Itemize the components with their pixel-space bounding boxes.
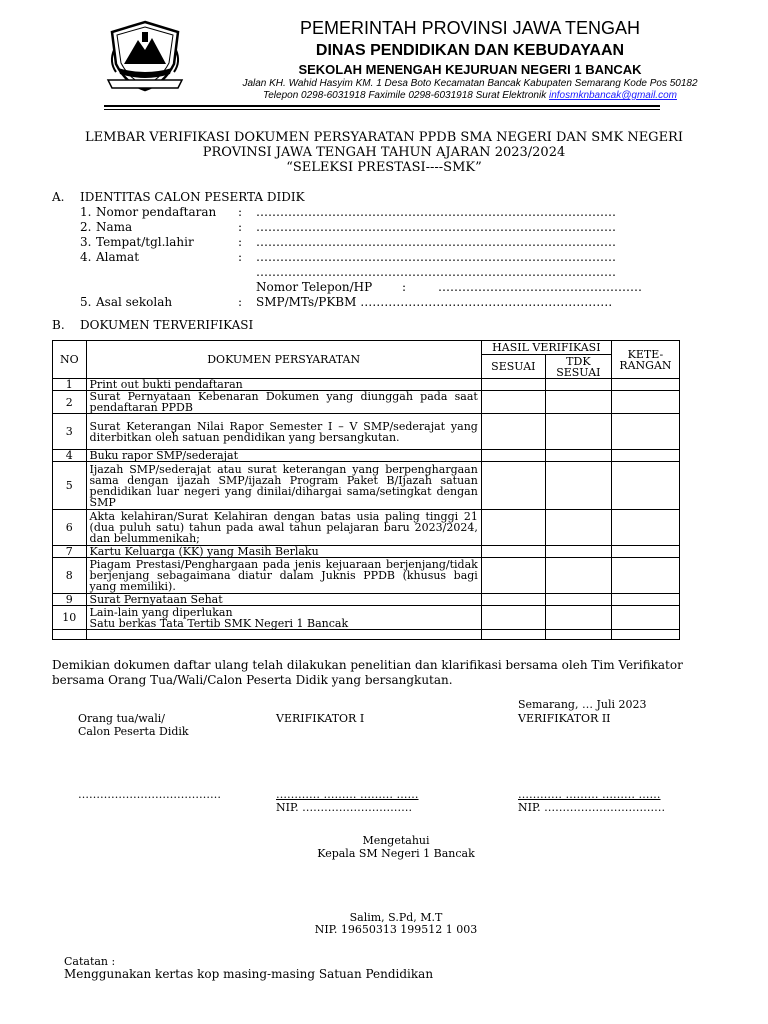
letterhead-school: SEKOLAH MENENGAH KEJURUAN NEGERI 1 BANCAK xyxy=(298,62,642,77)
row-no: 5 xyxy=(53,462,87,510)
row-no: 9 xyxy=(53,594,87,606)
principal-nip: NIP. 19650313 199512 1 003 xyxy=(314,923,478,936)
cell-empty[interactable] xyxy=(481,630,545,640)
row-no: 2 xyxy=(53,391,87,414)
doc-title-line1: LEMBAR VERIFIKASI DOKUMEN PERSYARATAN PPDB SMA NEGERI DAN SMK NEGERI xyxy=(85,130,683,145)
section-a-letter: A. xyxy=(52,190,65,204)
field-num: 2. xyxy=(80,220,92,234)
section-b-heading: DOKUMEN TERVERIFIKASI xyxy=(80,318,254,332)
field-value-dots[interactable]: ……………………………………………………………………………… xyxy=(256,205,616,219)
principal-name: Salim, S.Pd, M.T xyxy=(349,911,443,924)
email-link[interactable]: infosmknbancak@gmail.com xyxy=(548,90,677,101)
cell-sesuai[interactable] xyxy=(481,606,545,630)
cell-keterangan[interactable] xyxy=(611,462,679,510)
cell-sesuai[interactable] xyxy=(481,594,545,606)
row-no: 1 xyxy=(53,379,87,391)
row-no: 6 xyxy=(53,510,87,546)
phone-value-dots[interactable]: …………………………………………… xyxy=(438,280,642,294)
cell-tdk-sesuai[interactable] xyxy=(545,606,611,630)
header-sesuai: SESUAI xyxy=(481,355,545,379)
header-hasil-verifikasi: HASIL VERIFIKASI xyxy=(481,341,611,355)
phone-colon: : xyxy=(402,280,407,294)
row-no: 4 xyxy=(53,450,87,462)
row-document: Surat Pernyataan Kebenaran Dokumen yang diunggah pada saat pendaftaran PPDB xyxy=(86,391,481,414)
cell-tdk-sesuai[interactable] xyxy=(545,594,611,606)
field-num: 4. xyxy=(80,250,92,264)
table-row xyxy=(53,462,680,510)
row-no: 10 xyxy=(53,606,87,630)
letterhead-address: Jalan KH. Wahid Hasyim KM. 1 Desa Boto Kecamatan Bancak Kabupaten Semarang Kode Pos 50182 xyxy=(242,78,698,89)
table-header-row xyxy=(53,341,680,355)
cell-keterangan[interactable] xyxy=(611,379,679,391)
row-document: Piagam Prestasi/Penghargaan pada jenis kejuaraan berjenjang/tidak berjenjang sebagaimana diatur dalam Juknis PPDB (khusus bagi yang memiliki). xyxy=(86,558,481,594)
row-document xyxy=(86,606,481,630)
cell-keterangan[interactable] xyxy=(611,450,679,462)
contact-text: Telepon 0298-6031918 Faximile 0298-6031918 Surat Elektronik xyxy=(263,90,547,101)
cell-tdk-sesuai[interactable] xyxy=(545,558,611,594)
field-num: 1. xyxy=(80,205,92,219)
field-colon: : xyxy=(238,235,243,249)
school-value[interactable]: SMP/MTs/PKBM ……………………………………………………… xyxy=(256,295,613,309)
cell-sesuai[interactable] xyxy=(481,379,545,391)
cell-sesuai[interactable] xyxy=(481,450,545,462)
cell-keterangan[interactable] xyxy=(611,594,679,606)
field-label: Nama xyxy=(96,220,133,234)
cell-tdk-sesuai[interactable] xyxy=(545,414,611,450)
cell-sesuai[interactable] xyxy=(481,462,545,510)
parent-signature-line[interactable]: ………………………………… xyxy=(78,788,221,801)
doc-title-line3: “SELEKSI PRESTASI----SMK” xyxy=(286,160,482,175)
row-document: Buku rapor SMP/sederajat xyxy=(86,450,481,462)
cell-keterangan[interactable] xyxy=(611,606,679,630)
cell-tdk-sesuai[interactable] xyxy=(545,510,611,546)
row-document: Akta kelahiran/Surat Kelahiran dengan batas usia paling tinggi 21 (dua puluh satu) tahun pada awal tahun pelajaran baru 2023/2024, dan belummenikah; xyxy=(86,510,481,546)
row-document: Print out bukti pendaftaran xyxy=(86,379,481,391)
cell-sesuai[interactable] xyxy=(481,414,545,450)
verifikator1-signature-line[interactable]: ………… ……… ……… …… xyxy=(276,788,419,801)
table-row xyxy=(53,450,680,462)
cell-sesuai[interactable] xyxy=(481,558,545,594)
table-row xyxy=(53,558,680,594)
cell-keterangan[interactable] xyxy=(611,546,679,558)
row-document: Surat Keterangan Nilai Rapor Semester I – V SMP/sederajat yang diterbitkan oleh satuan pendidikan yang bersangkutan. xyxy=(86,414,481,450)
cell-keterangan[interactable] xyxy=(611,510,679,546)
row-document-line2: Satu berkas Tata Tertib SMK Negeri 1 Bancak xyxy=(89,616,349,630)
section-b-letter: B. xyxy=(52,318,65,332)
row-document: Kartu Keluarga (KK) yang Masih Berlaku xyxy=(86,546,481,558)
doc-title-line2: PROVINSI JAWA TENGAH TAHUN AJARAN 2023/2024 xyxy=(202,145,566,160)
school-label: Asal sekolah xyxy=(96,295,173,309)
cell-empty[interactable] xyxy=(611,630,679,640)
row-no: 3 xyxy=(53,414,87,450)
row-document: Ijazah SMP/sederajat atau surat keterangan yang berpenghargaan sama dengan ijazah SMP/ijazah Program Paket B/Ijazah satuan pendidikan luar negeri yang dinilai/dihargai sama/setingkat dengan SMP xyxy=(86,462,481,510)
verifikator2-signature-line[interactable]: ………… ……… ……… …… xyxy=(518,788,661,801)
field-value-dots[interactable]: ……………………………………………………………………………… xyxy=(256,220,616,234)
cell-sesuai[interactable] xyxy=(481,546,545,558)
table-row xyxy=(53,546,680,558)
field-label: Alamat xyxy=(96,250,140,264)
table-row xyxy=(53,510,680,546)
header-tdk-sesuai: TDK SESUAI xyxy=(545,355,611,379)
letterhead-department: DINAS PENDIDIKAN DAN KEBUDAYAAN xyxy=(315,42,625,59)
table-row xyxy=(53,606,680,630)
letterhead-contact xyxy=(200,90,740,101)
signer-verifikator-2: VERIFIKATOR II xyxy=(518,712,611,725)
table-row-empty xyxy=(53,630,680,640)
letterhead-government: PEMERINTAH PROVINSI JAWA TENGAH xyxy=(299,18,641,38)
field-colon: : xyxy=(238,220,243,234)
cell-keterangan[interactable] xyxy=(611,558,679,594)
cell-tdk-sesuai[interactable] xyxy=(545,450,611,462)
address-line2-dots[interactable]: ……………………………………………………………………………… xyxy=(256,265,616,279)
principal-title: Kepala SM Negeri 1 Bancak xyxy=(317,847,475,860)
field-num: 3. xyxy=(80,235,92,249)
field-label: Nomor pendaftaran xyxy=(96,205,217,219)
field-value-dots[interactable]: ……………………………………………………………………………… xyxy=(256,250,616,264)
signer-parent-line2: Calon Peserta Didik xyxy=(78,725,189,738)
note-text: Menggunakan kertas kop masing-masing Satuan Pendidikan xyxy=(64,967,434,981)
cell-tdk-sesuai[interactable] xyxy=(545,462,611,510)
field-label: Tempat/tgl.lahir xyxy=(96,235,194,249)
cell-keterangan[interactable] xyxy=(611,414,679,450)
table-row xyxy=(53,379,680,391)
coat-of-arms-logo-icon xyxy=(104,18,186,94)
verifikator2-nip[interactable]: NIP. …………………………… xyxy=(518,801,666,814)
field-colon: : xyxy=(238,205,243,219)
row-document: Surat Pernyataan Sehat xyxy=(86,594,481,606)
cell-keterangan[interactable] xyxy=(611,391,679,414)
cell-empty[interactable] xyxy=(545,630,611,640)
place-date: Semarang, … Juli 2023 xyxy=(518,698,647,711)
row-document-line1: Lain-lain yang diperlukan xyxy=(89,605,233,619)
cell-sesuai[interactable] xyxy=(481,391,545,414)
header-no: NO xyxy=(53,341,87,379)
cell-tdk-sesuai[interactable] xyxy=(545,546,611,558)
section-a-heading: IDENTITAS CALON PESERTA DIDIK xyxy=(80,190,305,204)
row-no: 7 xyxy=(53,546,87,558)
table-row xyxy=(53,391,680,414)
cell-empty xyxy=(86,630,481,640)
field-value-dots[interactable]: ……………………………………………………………………………… xyxy=(256,235,616,249)
cell-sesuai[interactable] xyxy=(481,510,545,546)
letterhead-rule-thin xyxy=(104,109,660,110)
cell-tdk-sesuai[interactable] xyxy=(545,379,611,391)
mengetahui-label: Mengetahui xyxy=(362,834,430,847)
cell-empty xyxy=(53,630,87,640)
field-colon: : xyxy=(238,250,243,264)
school-colon: : xyxy=(238,295,243,309)
row-no: 8 xyxy=(53,558,87,594)
note-label: Catatan : xyxy=(64,955,116,968)
phone-label: Nomor Telepon/HP xyxy=(256,280,373,294)
cell-tdk-sesuai[interactable] xyxy=(545,391,611,414)
signer-verifikator-1: VERIFIKATOR I xyxy=(276,712,365,725)
table-row xyxy=(53,414,680,450)
letterhead-rule-thick xyxy=(104,105,660,107)
header-document: DOKUMEN PERSYARATAN xyxy=(86,341,481,379)
closing-paragraph: Demikian dokumen daftar ulang telah dilakukan penelitian dan klarifikasi bersama oleh Tim Verifikator bersama Orang Tua/Wali/Calon Peserta Didik yang bersangkutan. xyxy=(52,658,683,687)
signer-parent-line1: Orang tua/wali/ xyxy=(78,712,165,725)
header-keterangan: KETE-RANGAN xyxy=(611,341,679,379)
table-row xyxy=(53,594,680,606)
verifikator1-nip[interactable]: NIP. ………………………… xyxy=(276,801,413,814)
documents-table xyxy=(52,340,680,640)
field-num: 5. xyxy=(80,295,92,309)
